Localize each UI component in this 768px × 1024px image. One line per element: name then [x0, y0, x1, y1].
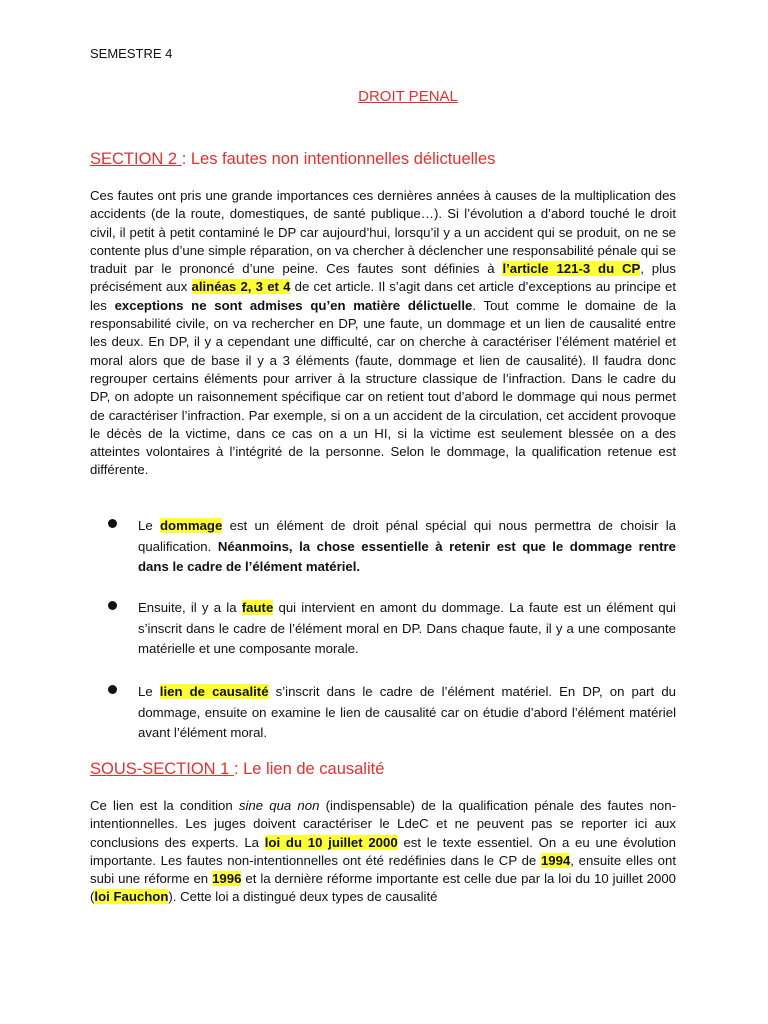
highlight-faute: faute: [241, 600, 274, 615]
bullet-text: Le lien de causalité s’inscrit dans le cadre de l’élément matériel. En DP, on part du dommage, ensuite on examine le lien de causalité car on étudie d’abord l’élément matériel avant l’élément moral.: [138, 684, 676, 740]
bullet-item-lien: [108, 682, 676, 744]
highlight-alineas: alinéas 2, 3 et 4: [191, 279, 291, 295]
bullet-item-faute: [108, 598, 676, 660]
section-2-prefix: SECTION 2: [90, 150, 182, 168]
section-2-heading: [90, 150, 495, 169]
document-title: [0, 88, 768, 105]
bullet-text: Ensuite, il y a la faute qui intervient en amont du dommage. La faute est un élément qui s’inscrit dans le cadre de l’élément moral en DP. Dans chaque faute, il y a une composante matérielle et une composante morale.: [138, 600, 676, 656]
highlight-dommage: dommage: [160, 518, 223, 533]
intro-paragraph: [90, 187, 676, 480]
document-title-text: DROIT PENAL: [358, 88, 458, 105]
highlight-1994: 1994: [540, 852, 571, 868]
intro-text-3: de cet article. Il s’agit dans cet article d’exceptions au principe et les: [90, 279, 676, 313]
intro-text-4: . Tout comme le domaine de la responsabilité civile, on va rechercher en DP, une faute, un dommage et un lien de causalité entre les deux. En DP, il y a cependant une difficulté, car on cherche à caractériser l’élément matériel et moral alors que de base il y a 3 éléments (faute, dommage et lien de causalité). Il faudra donc regrouper certains éléments pour arriver à la structure classique de l’infraction. Dans le cadre du DP, on adopte un raisonnement spécifique car on retient tout d’abord le dommage qui nous permet de caractériser l’infraction. Par exemple, si on a un accident de la circulation, cet accident provoque le décès de la victime, dans ce cas on a un HI, si la victime est seulement blessée on a des atteintes volontaires à l’intégrité de la personne. Selon le dommage, la qualification retenue est différente.: [90, 297, 676, 478]
bullet-text: Le dommage est un élément de droit pénal spécial qui nous permettra de choisir la qualification. Néanmoins, la chose essentielle à retenir est que le dommage rentre dans le cadre de l’élément matériel.: [138, 518, 676, 574]
intro-text-2: , plus précisément aux: [90, 261, 676, 295]
intro-bold-exceptions: exceptions ne sont admises qu’en matière délictuelle: [114, 297, 473, 313]
bullet-item-dommage: [108, 516, 676, 578]
bullet-bold-text: Néanmoins, la chose essentielle à retenir est que le dommage rentre dans le cadre de l’élément matériel.: [138, 538, 676, 574]
semester-label: SEMESTRE 4: [90, 46, 173, 61]
highlight-loi-fauchon: loi Fauchon: [94, 889, 169, 905]
subsection-1-title: : Le lien de causalité: [233, 760, 385, 778]
bullet-icon: [108, 601, 117, 610]
subsection-1-prefix: SOUS-SECTION 1: [90, 760, 234, 778]
italic-sine-qua-non: sine qua non: [238, 798, 320, 813]
highlight-lien-causalite: lien de causalité: [159, 684, 269, 699]
subsection-1-heading: [90, 760, 384, 779]
highlight-loi-2000: loi du 10 juillet 2000: [264, 834, 398, 850]
highlight-1996: 1996: [212, 871, 242, 887]
highlight-article: l’article 121-3 du CP: [502, 261, 641, 277]
bullet-icon: [108, 685, 117, 694]
causality-paragraph: Ce lien est la condition sine qua non (indispensable) de la qualification pénale des fautes non-intentionnelles. Les juges doivent caractériser le LdeC et ne peuvent pas se reporter ici aux conclusions des experts. La loi du 10 juillet 2000 est le texte essentiel. On a eu une évolution importante. Les fautes non-intentionnelles ont été redéfinies dans le CP de 1994, ensuite elles ont subi une réforme en 1996 et la dernière réforme importante est celle due par la loi du 10 juillet 2000 (loi Fauchon). Cette loi a distingué deux types de causalité: [90, 798, 677, 905]
section-2-title: : Les fautes non intentionnelles délictuelles: [181, 150, 496, 168]
intro-text-1: Ces fautes ont pris une grande importances ces dernières années à causes de la multiplication des accidents (de la route, domestiques, de santé publique…). Si l’évolution a d’abord touché le droit civil, il petit à petit contaminé le DP car aujourd’hui, lorsqu’il y a un accident qui se produit, on ne se contente plus d’une simple réparation, on va chercher à déclencher une responsabilité pénale qui se traduit par le prononcé d’une peine. Ces fautes sont définies à: [90, 188, 676, 277]
bullet-icon: [108, 519, 117, 528]
